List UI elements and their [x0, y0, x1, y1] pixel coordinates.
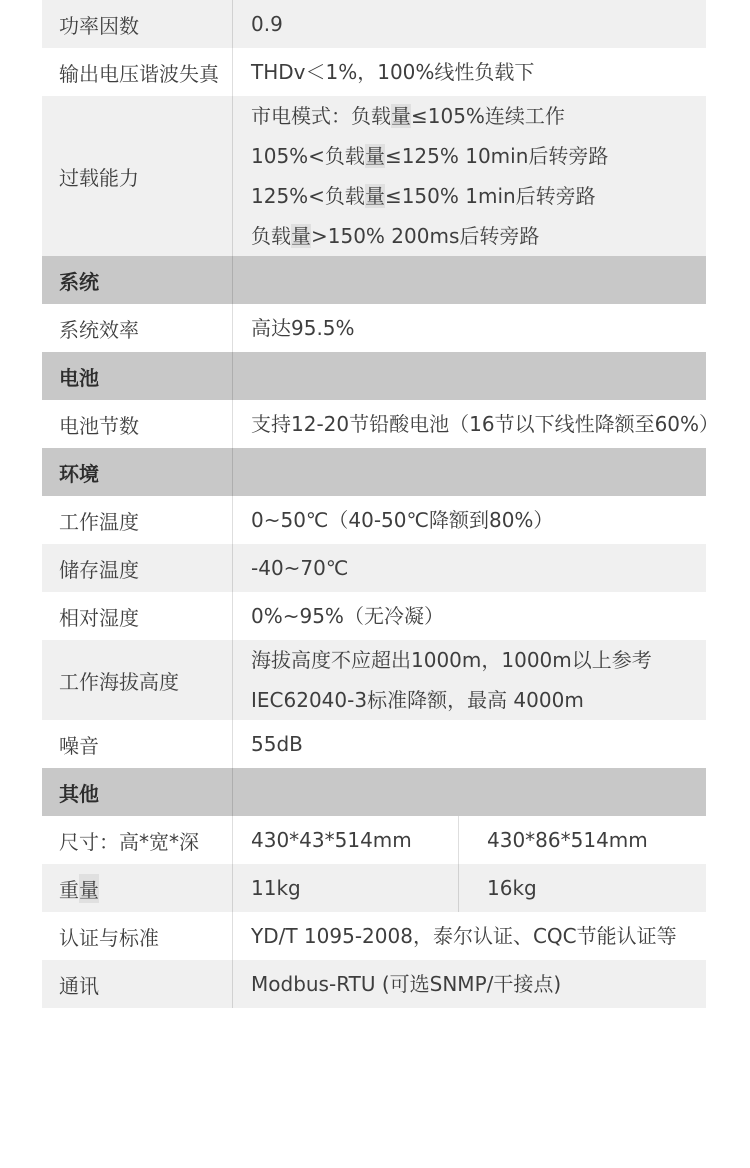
spec-label: 尺寸：高*宽*深 — [59, 829, 199, 854]
section-title: 环境 — [59, 461, 99, 486]
section-title: 电池 — [59, 365, 99, 390]
spec-value-cell — [232, 640, 706, 720]
spec-value-line: Modbus-RTU (可选SNMP/干接点) — [251, 972, 562, 996]
spec-value-line: 0%~95%（无冷凝） — [251, 604, 444, 628]
spec-label: 工作温度 — [59, 509, 139, 534]
spec-label: 通讯 — [59, 973, 99, 998]
spec-row — [42, 640, 706, 720]
spec-value-line: THDv＜1%，100%线性负载下 — [251, 60, 535, 84]
spec-value-cell — [232, 720, 706, 768]
highlighted-char: 量 — [391, 104, 411, 128]
spec-value-column-2: 16kg — [458, 864, 706, 912]
spec-value-line: 0~50℃（40-50℃降额到80%） — [251, 508, 554, 532]
spec-label: 储存温度 — [59, 557, 139, 582]
spec-value-line: 55dB — [251, 732, 303, 756]
spec-value-column-1: 430*43*514mm — [251, 828, 412, 852]
spec-row — [42, 496, 706, 544]
spec-value-line: 海拔高度不应超出1000m，1000m以上参考 — [251, 648, 652, 672]
spec-value-cell — [232, 816, 706, 864]
spec-value-line: 105%<负载量≤125% 10min后转旁路 — [251, 144, 609, 168]
spec-value-cell — [232, 96, 706, 256]
spec-row — [42, 912, 706, 960]
spec-value-cell — [232, 304, 706, 352]
spec-value-cell — [232, 496, 706, 544]
spec-label: 输出电压谐波失真 — [59, 61, 219, 86]
spec-value-cell — [232, 48, 706, 96]
highlighted-char: 量 — [364, 184, 385, 208]
spec-row — [42, 592, 706, 640]
spec-label: 电池节数 — [59, 413, 139, 438]
spec-value-cell — [232, 864, 706, 912]
spec-value-line: 0.9 — [251, 12, 283, 36]
spec-value-line: -40~70℃ — [251, 556, 349, 580]
spec-label: 过载能力 — [59, 165, 139, 190]
spec-row — [42, 0, 706, 48]
section-header-spacer — [232, 352, 706, 400]
spec-row — [42, 544, 706, 592]
highlighted-char: 量 — [291, 224, 311, 248]
spec-value-line: IEC62040-3标准降额，最高 4000m — [251, 688, 584, 712]
highlighted-char: 量 — [364, 144, 385, 168]
spec-value-line: 负载量>150% 200ms后转旁路 — [251, 224, 540, 248]
section-header-row — [42, 256, 706, 304]
spec-label: 功率因数 — [59, 13, 139, 38]
spec-row — [42, 304, 706, 352]
spec-value-line: 125%<负载量≤150% 1min后转旁路 — [251, 184, 596, 208]
spec-row — [42, 48, 706, 96]
spec-row — [42, 864, 706, 912]
spec-value-column-1: 11kg — [251, 876, 301, 900]
spec-value-cell — [232, 912, 706, 960]
highlighted-char: 量 — [79, 874, 99, 903]
spec-value-cell — [232, 544, 706, 592]
spec-row — [42, 720, 706, 768]
section-title: 系统 — [59, 269, 99, 294]
spec-value-column-2: 430*86*514mm — [458, 816, 706, 864]
section-header-spacer — [232, 768, 706, 816]
spec-value-line: 支持12-20节铅酸电池（16节以下线性降额至60%） — [251, 412, 720, 436]
section-header-spacer — [232, 256, 706, 304]
spec-label: 工作海拔高度 — [59, 669, 179, 694]
spec-value-cell — [232, 0, 706, 48]
spec-label: 认证与标准 — [59, 925, 159, 950]
spec-label: 相对湿度 — [59, 605, 139, 630]
spec-label: 重 量 — [42, 864, 232, 912]
section-header-row — [42, 448, 706, 496]
spec-label: 系统效率 — [59, 317, 139, 342]
spec-value-cell — [232, 960, 706, 1008]
spec-label: 噪音 — [59, 733, 99, 758]
spec-table — [42, 0, 720, 1008]
spec-row — [42, 400, 720, 448]
spec-value-cell — [232, 592, 706, 640]
spec-value-line: 高达95.5% — [251, 316, 355, 340]
spec-row — [42, 816, 706, 864]
spec-value-line: 市电模式：负载量≤105%连续工作 — [251, 104, 565, 128]
section-title: 其他 — [59, 781, 99, 806]
section-header-spacer — [232, 448, 706, 496]
spec-value-cell — [232, 400, 727, 448]
spec-row — [42, 96, 706, 256]
spec-row — [42, 960, 706, 1008]
section-header-row — [42, 352, 706, 400]
spec-value-line: YD/T 1095-2008，泰尔认证、CQC节能认证等 — [251, 924, 677, 948]
section-header-row — [42, 768, 706, 816]
